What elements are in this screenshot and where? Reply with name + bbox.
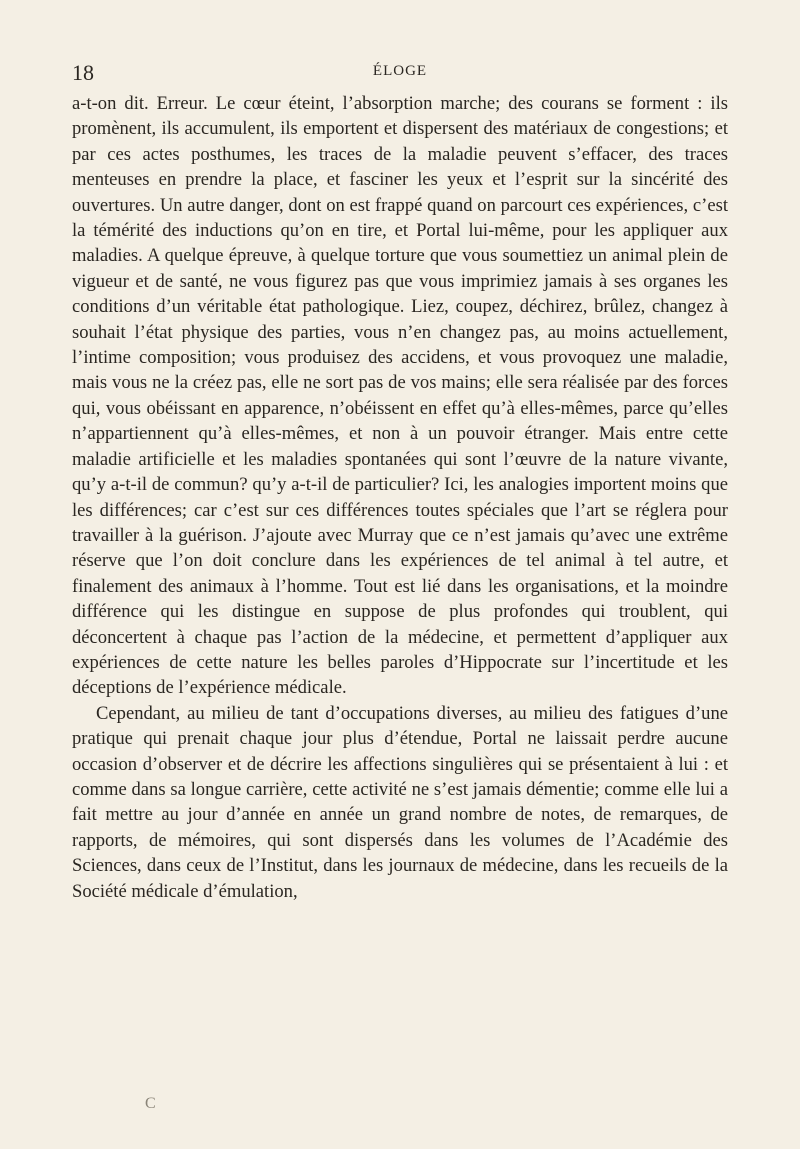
page-number: 18 xyxy=(72,60,94,85)
paragraph-2: Cependant, au milieu de tant d’occupations diverses, au milieu des fatigues d’une pratique qui prenait chaque jour plus d’étendue, Portal ne laissait perdre aucune occasion d’observer et de décrire les affections singulières qui se présentaient à lui : et comme dans sa longue carrière, cette activité ne s’est jamais démentie; comme elle lui a fait mettre au jour d’année en année un grand nombre de notes, de remarques, de rapports, de mémoires, qui sont dispersés dans les volumes de l’Académie des Sciences, dans ceux de l’Institut, dans les journaux de médecine, dans les recueils de la Société médicale d’émulation, xyxy=(72,702,728,902)
running-title: ÉLOGE xyxy=(372,63,428,79)
paragraph-1: a-t-on dit. Erreur. Le cœur éteint, l’absorption marche; des courans se forment : ils promènent, ils accumulent, ils emportent et dispersent des matériaux de congestions; et par ces actes posthumes, les traces de la maladie peuvent s’effacer, des traces menteuses en prendre la place, et fasciner les yeux et l’esprit sur la sincérité des ouvertures. Un autre danger, dont on est frappé quand on parcourt ces expériences, c’est la témérité des inductions qu’on en tire, et Portal lui-même, pour les appliquer aux maladies. A quelque épreuve, à quelque torture que vous soumettiez un animal plein de vigueur et de santé, ne vous figurez pas que vous imprimiez jamais à ses organes les conditions d’un véritable état pathologique. Liez, coupez, déchirez, brûlez, changez à souhait l’état physique des parties, vous n’en changez pas, au moins actuellement, l’intime composition; vous produisez des accidens, et vous provoquez une maladie, mais vous ne la créez pas, elle ne sort pas de vos mains; elle sera réalisée par des forces qui, vous obéissant en apparence, n’obéissent en effet qu’à elles-mêmes, parce qu’elles n’appartiennent qu’à elles-mêmes, et non à un pouvoir étranger. Mais entre cette maladie artificielle et les maladies spontanées qui sont l’œuvre de la nature vivante, qu’y a-t-il de commun? qu’y a-t-il de particulier? Ici, les analogies importent moins que les différences; car c’est sur ces différences toutes spéciales que l’art se réglera pour travailler à la guérison. J’ajoute avec Murray que ce n’est jamais qu’avec une extrême réserve que l’on doit conclure dans les expériences de tel animal à tel autre, et finalement des animaux à l’homme. Tout est lié dans les organisations, et la moindre différence qui les distingue en suppose de plus profondes qui troublent, qui déconcertent à chaque pas l’action de la médecine, et permettent d’appliquer aux expériences de cette nature les belles paroles d’Hippocrate sur l’incertitude et les déceptions de l’expérience médicale. xyxy=(72,93,728,699)
body-text xyxy=(72,91,728,904)
page-header xyxy=(72,60,728,84)
signature-mark: C xyxy=(145,1095,156,1112)
